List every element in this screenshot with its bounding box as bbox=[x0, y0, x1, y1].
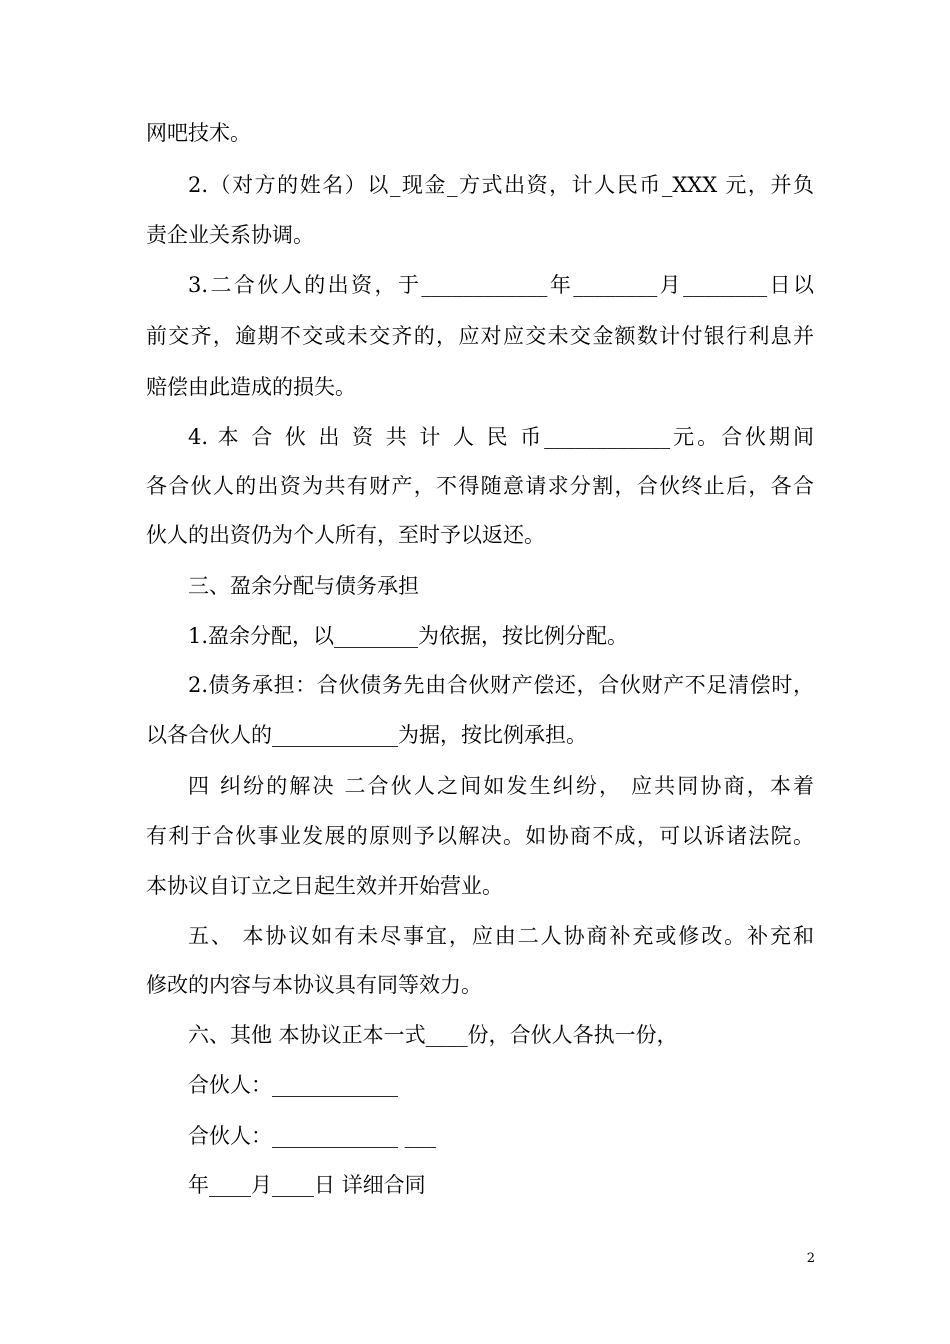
text-line-19: 六、其他 本协议正本一式____份，合伙人各执一份， bbox=[188, 1023, 678, 1047]
section-heading-profit-debt: 三、盈余分配与债务承担 bbox=[188, 574, 419, 598]
page-number: 2 bbox=[806, 1251, 815, 1266]
partner-signature-line-1: 合伙人：____________ bbox=[188, 1073, 398, 1097]
text-line-2: 2.（对方的姓名）以_现金_方式出资，计人民币_XXX 元，并负 bbox=[188, 173, 814, 197]
text-line-5: 前交齐，逾期不交或未交齐的，应对应交未交金额数计付银行利息并 bbox=[146, 324, 814, 348]
text-line-1: 网吧技术。 bbox=[146, 121, 251, 145]
date-line: 年____月____日 详细合同 bbox=[188, 1173, 426, 1197]
partner-signature-line-2: 合伙人：____________ ___ bbox=[188, 1124, 437, 1148]
text-line-12: 2.债务承担：合伙债务先由合伙财产偿还，合伙财产不足清偿时， bbox=[188, 673, 814, 697]
text-line-14: 四 纠纷的解决 二合伙人之间如发生纠纷， 应共同协商，本着 bbox=[188, 774, 814, 798]
text-line-7: 4. 本 合 伙 出 资 共 计 人 民 币____________元。合伙期间 bbox=[188, 425, 814, 449]
text-line-6: 赔偿由此造成的损失。 bbox=[146, 375, 356, 399]
text-line-11: 1.盈余分配，以________为依据，按比例分配。 bbox=[188, 624, 629, 648]
text-line-13: 以各合伙人的____________为据，按比例承担。 bbox=[146, 723, 587, 747]
text-line-15: 有利于合伙事业发展的原则予以解决。如协商不成，可以诉诸法院。 bbox=[146, 824, 814, 848]
text-line-18: 修改的内容与本协议具有同等效力。 bbox=[146, 973, 482, 997]
text-line-3: 责企业关系协调。 bbox=[146, 223, 314, 247]
text-line-17: 五、 本协议如有未尽事宜，应由二人协商补充或修改。补充和 bbox=[188, 924, 814, 948]
text-line-8: 各合伙人的出资为共有财产，不得随意请求分割，合伙终止后，各合 bbox=[146, 474, 814, 498]
text-line-9: 伙人的出资仍为个人所有，至时予以返还。 bbox=[146, 523, 545, 547]
text-line-4: 3.二合伙人的出资，于____________年________月________日以 bbox=[188, 273, 814, 297]
text-line-16: 本协议自订立之日起生效并开始营业。 bbox=[146, 874, 503, 898]
